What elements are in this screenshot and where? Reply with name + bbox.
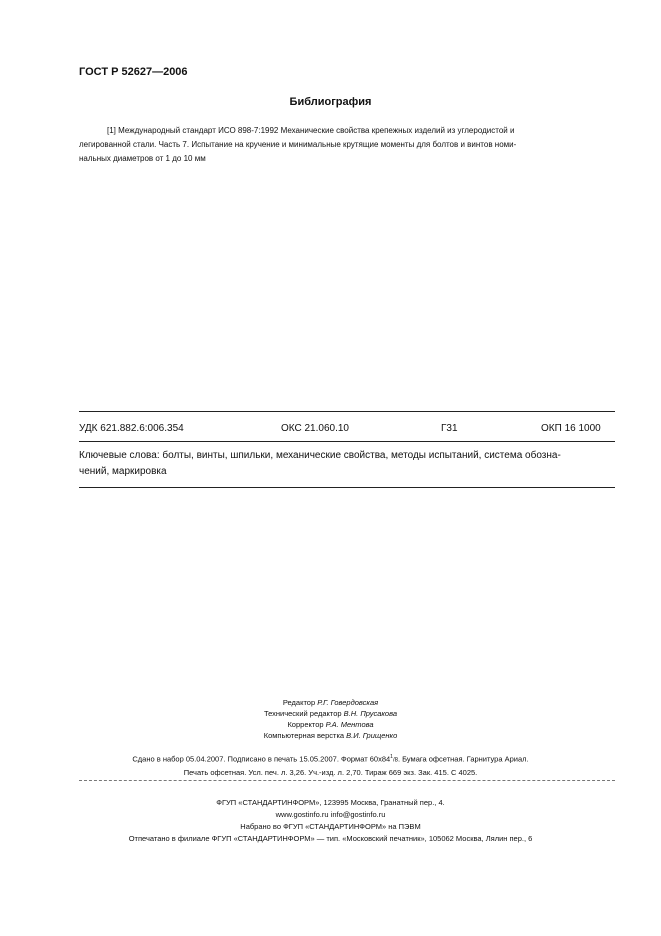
publisher-typeset: Набрано во ФГУП «СТАНДАРТИНФОРМ» на ПЭВМ bbox=[240, 822, 421, 831]
divider-middle bbox=[79, 441, 615, 442]
bibliography-title: Библиография bbox=[289, 96, 372, 108]
dashed-divider bbox=[79, 780, 615, 781]
format-fraction: 1 bbox=[390, 754, 393, 760]
credits-block bbox=[0, 697, 661, 741]
divider-bottom bbox=[79, 487, 615, 488]
bibliography-entry-line: нальных диаметров от 1 до 10 мм bbox=[79, 154, 206, 163]
keywords-line: Ключевые слова: болты, винты, шпильки, механические свойства, методы испытаний, система обозна- bbox=[79, 450, 561, 461]
credit-layout: Компьютерная верстка В.И. Грищенко bbox=[263, 731, 398, 740]
bibliography-entry-line: легированной стали. Часть 7. Испытание на кручение и минимальные крутящие моменты для болтов и винтов номи- bbox=[79, 140, 517, 149]
publisher-address: ФГУП «СТАНДАРТИНФОРМ», 123995 Москва, Гранатный пер., 4. bbox=[216, 798, 445, 807]
document-header: ГОСТ Р 52627—2006 bbox=[79, 66, 188, 78]
divider-top bbox=[79, 411, 615, 412]
publisher-web: www.gostinfo.ru info@gostinfo.ru bbox=[275, 810, 386, 819]
bibliography-entry bbox=[79, 124, 615, 166]
print-info-line-1: Сдано в набор 05.04.2007. Подписано в печать 15.05.2007. Формат $60х84^1/8$. Бумага офсетная. Гарнитура Ариал. bbox=[132, 754, 529, 764]
publisher-printed: Отпечатано в филиале ФГУП «СТАНДАРТИНФОРМ» — тип. «Московский печатник», 105062 Москва, Лялин пер., 6 bbox=[128, 834, 533, 843]
print-info-line-2: Печать офсетная. Усл. печ. л. 3,26. Уч.-изд. л. 2,70. Тираж 669 экз. Зак. 415. С 4025. bbox=[183, 767, 478, 777]
oks-code: ОКС 21.060.10 bbox=[281, 423, 349, 434]
keywords-line: чений, маркировка bbox=[79, 466, 167, 477]
credit-proofreader: Корректор Р.А. Ментова bbox=[287, 720, 374, 729]
group-code: Г31 bbox=[441, 423, 458, 434]
udk-code: УДК 621.882.6:006.354 bbox=[79, 423, 184, 434]
print-info bbox=[0, 751, 661, 779]
publisher-info bbox=[0, 797, 661, 845]
credit-editor: Редактор Р.Г. Говердовская bbox=[282, 698, 379, 707]
credit-tech-editor: Технический редактор В.Н. Прусакова bbox=[263, 709, 398, 718]
okp-code: ОКП 16 1000 bbox=[541, 423, 601, 434]
bibliography-entry-line: [1] Международный стандарт ИСО 898-7:1992 Механические свойства крепежных изделий из углеродистой и bbox=[107, 126, 515, 135]
keywords bbox=[79, 448, 615, 480]
